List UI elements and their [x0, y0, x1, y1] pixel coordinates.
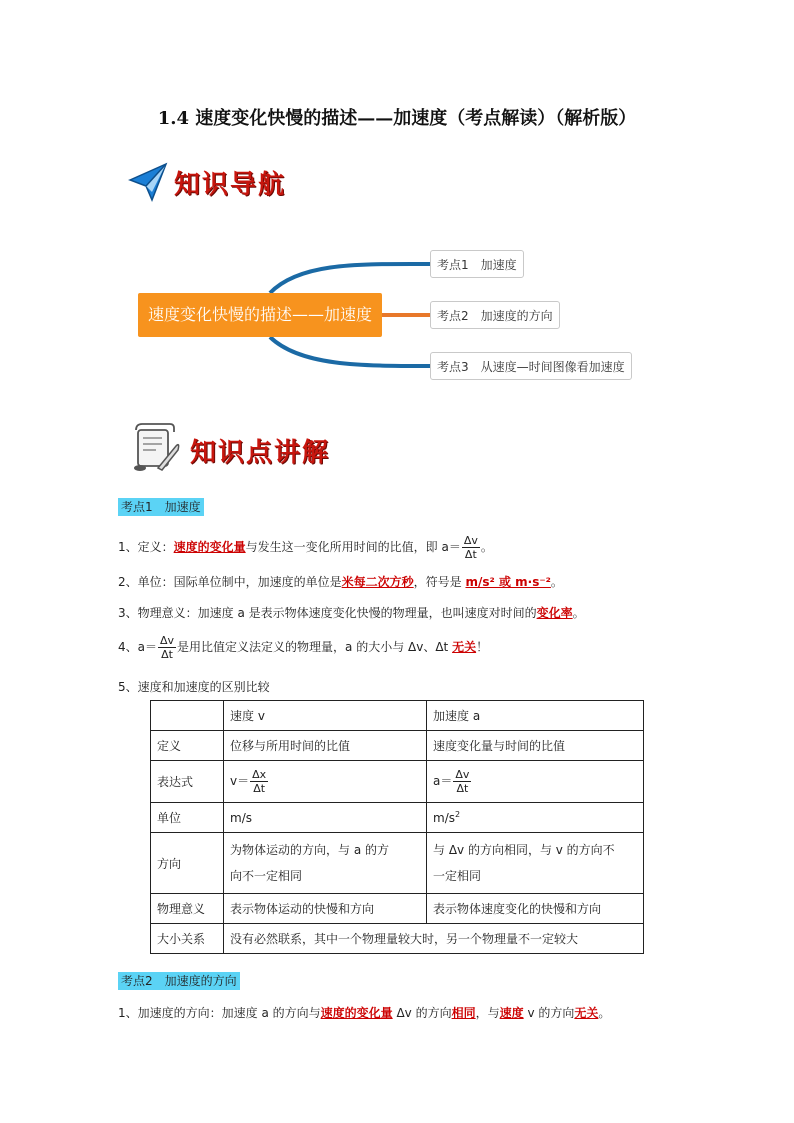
mindmap-topic-2: 考点2 加速度的方向: [430, 301, 560, 329]
text: 向不一定相同: [230, 869, 303, 883]
text: 与 Δv 的方向相同，与 v 的方向不: [433, 843, 615, 857]
page-title: 1.4 速度变化快慢的描述——加速度（考点解读）（解析版）: [157, 108, 637, 129]
fraction-den: Δt: [253, 782, 266, 795]
table-header-cell: 加速度 a: [427, 701, 644, 731]
text: 。: [550, 575, 563, 589]
table-row: [151, 894, 644, 924]
kp1-definition: [118, 534, 493, 561]
fraction-den: Δt: [161, 648, 173, 661]
fraction: [158, 634, 176, 661]
row-label: 物理意义: [151, 894, 224, 924]
table-cell: 表示物体速度变化的快慢和方向: [427, 894, 644, 924]
highlight: 速度: [499, 1006, 524, 1020]
mindmap-center: 速度变化快慢的描述——加速度: [138, 293, 382, 337]
table-cell: [427, 833, 644, 894]
scroll-quill-icon: [128, 420, 182, 474]
fraction-num: Δx: [252, 768, 267, 781]
text: 1、定义：: [118, 540, 174, 554]
row-label: 单位: [151, 803, 224, 833]
table-cell: [224, 761, 427, 803]
mindmap-topic-1: 考点1 加速度: [430, 250, 524, 278]
kp1-meaning: [118, 604, 585, 621]
kp1-compare-heading: 5、速度和加速度的区别比较: [118, 680, 270, 694]
table-cell: m/s: [224, 803, 427, 833]
superscript: 2: [454, 810, 461, 819]
table-cell: 速度变化量与时间的比值: [427, 731, 644, 761]
text: 。: [572, 606, 585, 620]
table-header-cell: 速度 v: [224, 701, 427, 731]
banner-title: 知识导航: [174, 170, 287, 200]
connector-topic-3: [270, 337, 430, 366]
text: v 的方向: [523, 1006, 575, 1020]
text: a＝: [433, 774, 453, 788]
fraction-num: Δv: [463, 534, 478, 547]
table-row: [151, 731, 644, 761]
fraction: [250, 768, 268, 795]
table-row: [151, 701, 644, 731]
text: m/s: [433, 811, 455, 825]
table-row: [151, 803, 644, 833]
highlight: 无关: [574, 1006, 599, 1020]
highlight: 速度的变化量: [320, 1006, 393, 1020]
mindmap-topic-3: 考点3 从速度—时间图像看加速度: [430, 352, 632, 380]
row-label: 方向: [151, 833, 224, 894]
text: 与发生这一变化所用时间的比值，即 a＝: [245, 540, 461, 554]
fraction: [453, 768, 471, 795]
text: 一定相同: [433, 869, 482, 883]
table-cell: [427, 803, 644, 833]
banner-title: 知识点讲解: [190, 438, 331, 468]
text: 2、单位：国际单位制中，加速度的单位是: [118, 575, 342, 589]
fraction-num: Δv: [160, 634, 175, 647]
text: 是用比值定义法定义的物理量，a 的大小与 Δv、Δt: [177, 640, 453, 654]
highlight: 速度的变化量: [173, 540, 246, 554]
comparison-table: [150, 700, 644, 954]
row-label: 大小关系: [151, 924, 224, 954]
text: 3、物理意义：加速度 a 是表示物体速度变化快慢的物理量，也叫速度对时间的: [118, 606, 537, 620]
table-row: [151, 924, 644, 954]
kp1-label: 考点1 加速度: [118, 498, 204, 516]
text: 。: [480, 540, 493, 554]
table-cell: 表示物体运动的快慢和方向: [224, 894, 427, 924]
text: 1、加速度的方向：加速度 a 的方向与: [118, 1006, 321, 1020]
text: 。: [598, 1006, 611, 1020]
fraction: [462, 534, 480, 561]
kp1-unit: [118, 573, 563, 590]
table-cell: [151, 701, 224, 731]
highlight: 无关: [452, 640, 477, 654]
table-cell: [427, 761, 644, 803]
table-cell-merged: 没有必然联系，其中一个物理量较大时，另一个物理量不一定较大: [224, 924, 644, 954]
highlight: 变化率: [536, 606, 573, 620]
highlight: m/s² 或 m·s⁻²: [465, 575, 551, 589]
fraction-den: Δt: [464, 548, 477, 561]
kp1-ratio: [118, 634, 488, 661]
table-row: [151, 761, 644, 803]
row-label: 定义: [151, 731, 224, 761]
row-label: 表达式: [151, 761, 224, 803]
text: v＝: [230, 774, 250, 788]
table-cell: 位移与所用时间的比值: [224, 731, 427, 761]
fraction-den: Δt: [456, 782, 469, 795]
kp2-label: 考点2 加速度的方向: [118, 972, 240, 990]
fraction-num: Δv: [455, 768, 470, 781]
connector-topic-1: [270, 264, 430, 293]
table-row: [151, 833, 644, 894]
text: Δv 的方向: [392, 1006, 452, 1020]
highlight: 米每二次方秒: [341, 575, 414, 589]
text: 4、a＝: [118, 640, 157, 654]
text: ！: [476, 640, 489, 654]
text: 为物体运动的方向，与 a 的方: [230, 843, 389, 857]
text: ，符号是: [413, 575, 466, 589]
highlight: 相同: [451, 1006, 476, 1020]
banner-knowledge-points: [128, 420, 368, 476]
text: ，与: [475, 1006, 500, 1020]
kp2-direction: [118, 1004, 610, 1021]
table-cell: [224, 833, 427, 894]
